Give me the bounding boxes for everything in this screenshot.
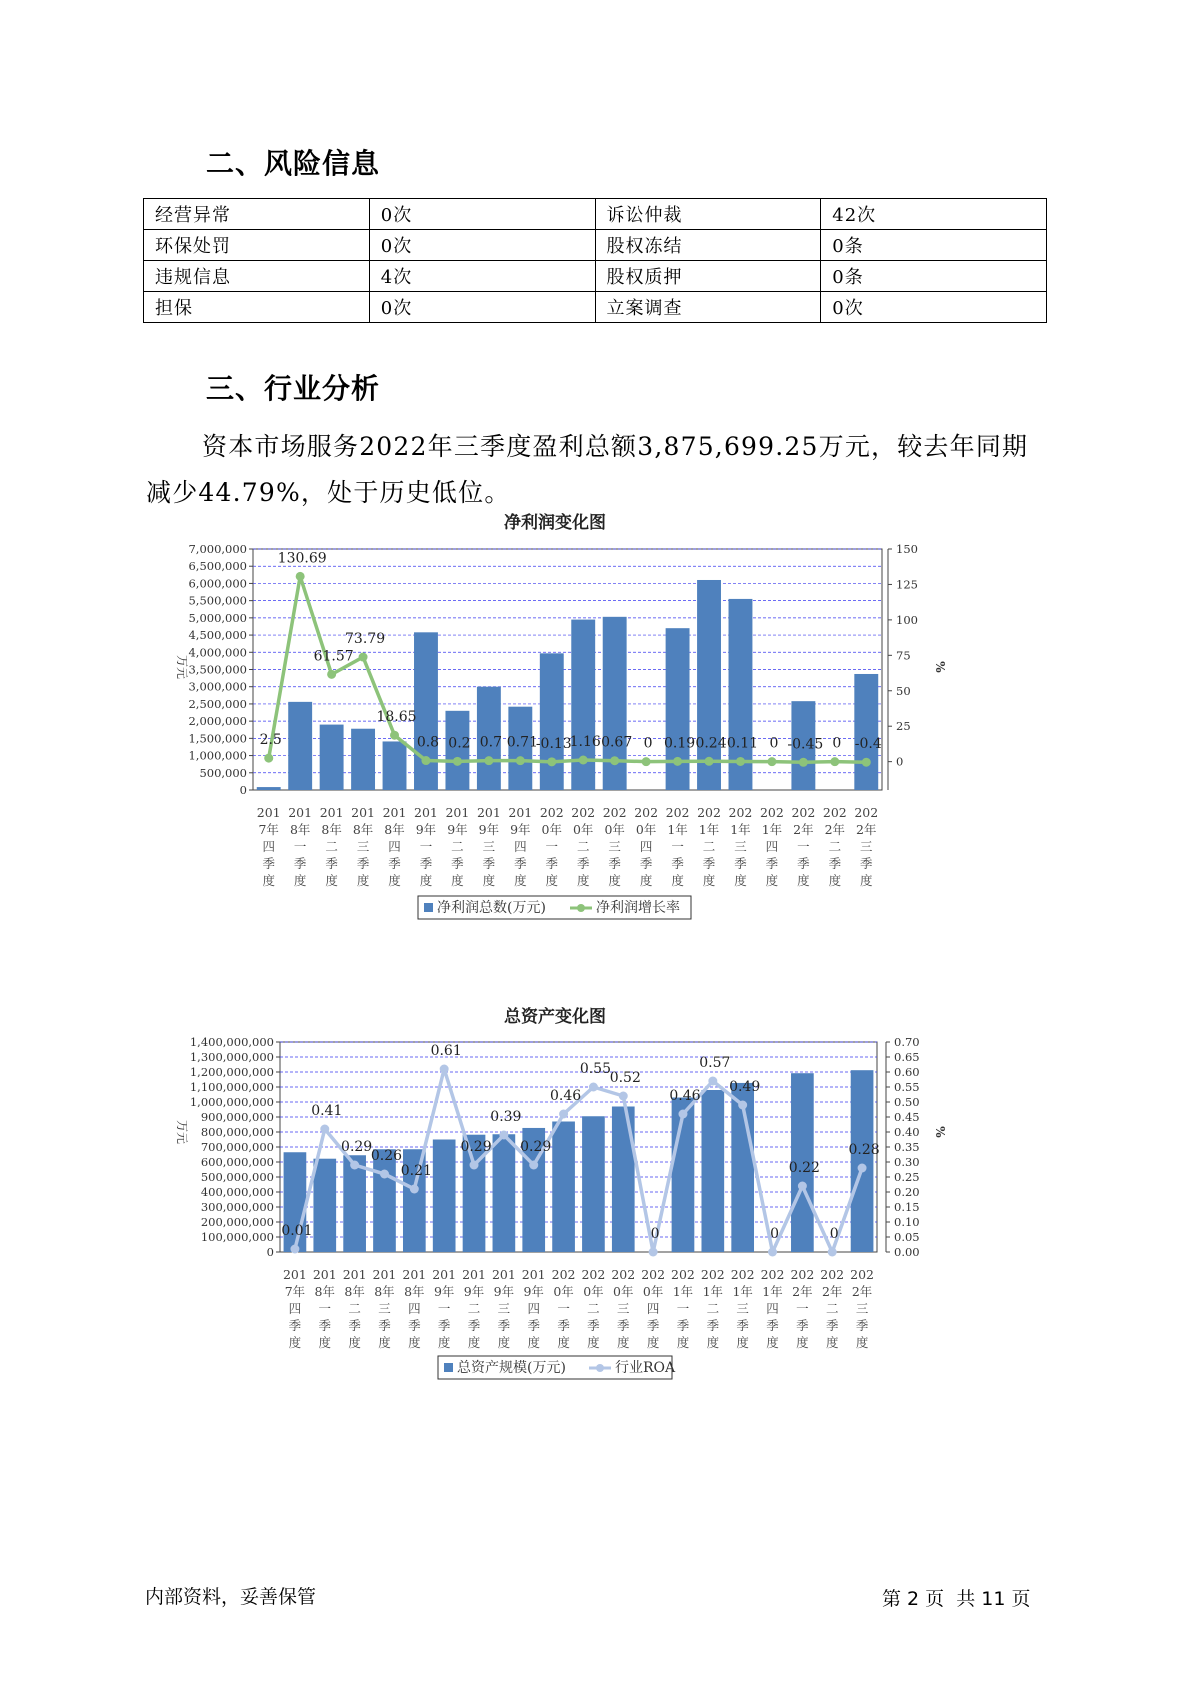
y-tick-label: 200,000,000: [200, 1215, 274, 1229]
y2-tick-label: 0.10: [894, 1215, 920, 1229]
y2-tick-label: 0.50: [894, 1095, 920, 1109]
y-tick-label: 500,000,000: [200, 1170, 274, 1184]
x-tick-label: 201 9年三季度: [491, 1267, 516, 1350]
data-label: 0.61: [430, 1043, 462, 1059]
y2-tick-label: 0.70: [894, 1035, 920, 1049]
x-tick-label: 202 1年二季度: [697, 805, 721, 888]
x-tick-label: 201 9年二季度: [462, 1267, 486, 1350]
data-label: 1.16: [569, 734, 601, 751]
risk-item-value: 4次: [369, 261, 595, 292]
x-tick-label: 202 0年二季度: [571, 805, 596, 888]
y2-tick-label: 100: [896, 612, 918, 627]
x-tick-label: 201 9年一季度: [432, 1267, 457, 1350]
risk-item-value: 0条: [821, 230, 1047, 261]
data-label: 0.24: [695, 735, 727, 752]
x-tick-label: 201 8年二季度: [342, 1267, 367, 1350]
y-tick-label: 2,500,000: [188, 696, 247, 711]
data-label: 0.29: [460, 1139, 492, 1155]
chart-title: 净利润变化图: [504, 513, 606, 533]
x-tick-label: 202 1年一季度: [665, 805, 690, 888]
legend-line-label: 净利润增长率: [596, 900, 680, 916]
data-label: 0.01: [281, 1223, 313, 1239]
legend-line-marker: [577, 904, 585, 912]
net-profit-chart: [170, 513, 1030, 1005]
data-label: 0.29: [520, 1139, 552, 1155]
line-point: [828, 1248, 837, 1257]
y-tick-label: 800,000,000: [200, 1125, 274, 1139]
y2-tick-label: 75: [896, 648, 911, 663]
bar: [351, 729, 375, 790]
legend-bar-swatch: [424, 903, 433, 912]
y2-axis-label: %: [933, 661, 947, 673]
data-label: -0.45: [787, 736, 824, 753]
risk-item-label: 股权质押: [595, 261, 821, 292]
line-point: [470, 1161, 479, 1170]
line-point: [705, 757, 714, 766]
y-tick-label: 300,000,000: [200, 1200, 274, 1214]
x-tick-label: 201 8年一季度: [312, 1267, 337, 1350]
risk-table-row: [144, 261, 1047, 292]
x-tick-label: 201 9年四季度: [521, 1267, 546, 1350]
data-label: 0.71: [506, 734, 538, 751]
total-assets-chart: [170, 1007, 1030, 1500]
y2-tick-label: 0.15: [894, 1200, 920, 1214]
line-point: [484, 756, 493, 765]
y-tick-label: 100,000,000: [200, 1230, 274, 1244]
y-tick-label: 400,000,000: [200, 1185, 274, 1199]
bar: [320, 725, 344, 790]
line-point: [390, 731, 399, 740]
y2-tick-label: 0.40: [894, 1125, 920, 1139]
line-point: [858, 1164, 867, 1173]
y-tick-label: 4,500,000: [188, 628, 247, 643]
y-tick-label: 1,300,000,000: [189, 1050, 274, 1064]
data-label: 0.46: [669, 1088, 701, 1104]
line-point: [421, 756, 430, 765]
footer-page-number: 第 2 页 共 11 页: [882, 1588, 1031, 1610]
y2-tick-label: 150: [896, 542, 918, 556]
x-tick-label: 202 2年三季度: [850, 1267, 875, 1350]
line-point: [559, 1110, 568, 1119]
x-tick-label: 201 8年三季度: [351, 805, 376, 888]
y-tick-label: 7,000,000: [188, 542, 247, 556]
line-point: [736, 757, 745, 766]
risk-item-label: 经营异常: [144, 199, 370, 230]
line-point: [708, 1077, 717, 1086]
data-label: 0.26: [370, 1148, 403, 1164]
y2-tick-label: 0.45: [894, 1110, 920, 1124]
risk-item-value: 0次: [369, 230, 595, 261]
data-label: 0: [769, 735, 779, 752]
risk-item-label: 诉讼仲裁: [595, 199, 821, 230]
bar: [701, 1090, 724, 1252]
risk-item-value: 0条: [821, 261, 1047, 292]
y-tick-label: 3,000,000: [188, 679, 247, 694]
y-tick-label: 600,000,000: [200, 1155, 274, 1169]
data-label: 0.29: [341, 1139, 373, 1155]
bar: [313, 1159, 336, 1252]
x-tick-label: 202 2年一季度: [790, 1267, 815, 1350]
y-tick-label: 700,000,000: [200, 1140, 274, 1154]
x-tick-label: 202 0年四季度: [634, 805, 659, 888]
line-point: [453, 757, 462, 766]
net-profit-chart-svg: [170, 513, 1030, 1005]
x-tick-label: 202 1年四季度: [759, 805, 784, 888]
risk-item-label: 股权冻结: [595, 230, 821, 261]
data-label: 0.39: [490, 1109, 522, 1125]
y-tick-label: 1,500,000: [188, 731, 247, 746]
data-label: 0.28: [848, 1142, 880, 1158]
data-label: 2.5: [259, 732, 282, 749]
line-point: [862, 758, 871, 767]
bar: [540, 653, 564, 790]
x-tick-label: 202 2年一季度: [791, 805, 816, 888]
data-label: 0.46: [549, 1088, 582, 1104]
data-label: 0.67: [601, 734, 633, 751]
y2-tick-label: 0: [896, 754, 904, 769]
footer-confidential-note: 内部资料，妥善保管: [145, 1586, 317, 1608]
x-tick-label: 202 1年一季度: [671, 1267, 695, 1350]
risk-section-title: 二、风险信息: [206, 147, 381, 180]
data-label: 0: [829, 1226, 839, 1242]
line-point: [296, 572, 305, 581]
y2-tick-label: 0.25: [894, 1170, 920, 1184]
line-point: [649, 1248, 658, 1257]
line-point: [830, 757, 839, 766]
data-label: 0.21: [400, 1163, 432, 1179]
data-label: 0.7: [479, 734, 503, 751]
y2-tick-label: 0.05: [894, 1230, 920, 1244]
bar: [433, 1140, 456, 1253]
line-point: [327, 670, 336, 679]
y2-tick-label: 0.35: [894, 1140, 920, 1154]
y2-tick-label: 0.60: [894, 1065, 920, 1079]
y-tick-label: 6,500,000: [188, 559, 247, 574]
total-assets-chart-svg: [170, 1007, 1030, 1500]
y-axis-label: 万元: [175, 1119, 189, 1145]
data-label: 0: [832, 735, 842, 752]
y2-tick-label: 0.55: [894, 1080, 920, 1094]
x-tick-label: 202 0年四季度: [641, 1267, 666, 1350]
y-tick-label: 4,000,000: [188, 645, 247, 660]
data-label: -0.13: [535, 735, 572, 752]
x-tick-label: 201 9年三季度: [476, 805, 501, 888]
bar: [854, 674, 878, 790]
y-tick-label: 1,400,000,000: [189, 1035, 274, 1049]
line-point: [380, 1170, 389, 1179]
risk-item-label: 立案调查: [595, 292, 821, 323]
x-tick-label: 201 7年四季度: [256, 805, 281, 888]
y-tick-label: 900,000,000: [200, 1110, 274, 1124]
y-tick-label: 3,500,000: [188, 662, 247, 677]
data-label: 0.41: [311, 1103, 343, 1119]
data-label: 0.19: [663, 735, 696, 752]
line-point: [799, 758, 808, 767]
bar: [257, 787, 281, 790]
x-tick-label: 201 8年四季度: [402, 1267, 427, 1350]
y-tick-label: 1,100,000,000: [189, 1080, 274, 1094]
x-tick-label: 202 1年三季度: [730, 1267, 755, 1350]
data-label: 0.22: [788, 1160, 820, 1176]
x-tick-label: 201 9年二季度: [445, 805, 470, 888]
bar: [288, 702, 312, 790]
x-tick-label: 202 1年四季度: [760, 1267, 785, 1350]
x-tick-label: 201 9年四季度: [508, 805, 533, 888]
bar: [343, 1155, 366, 1252]
line-point: [798, 1182, 807, 1191]
plot-area: [253, 549, 882, 790]
data-label: 0.2: [448, 735, 471, 752]
y2-tick-label: 125: [896, 577, 918, 592]
x-tick-label: 202 2年二季度: [820, 1267, 845, 1350]
legend-bar-label: 总资产规模(万元): [457, 1360, 566, 1376]
line-point: [579, 756, 588, 765]
y-tick-label: 2,000,000: [188, 714, 247, 729]
line-point: [499, 1131, 508, 1140]
line-point: [264, 754, 273, 763]
bar: [851, 1070, 874, 1252]
data-label: 0: [770, 1226, 779, 1242]
line-point: [642, 757, 651, 766]
y2-axis-label: %: [933, 1126, 947, 1138]
y-tick-label: 1,000,000,000: [189, 1095, 274, 1109]
x-tick-label: 202 0年三季度: [602, 805, 627, 888]
y-tick-label: 0: [266, 1245, 274, 1259]
risk-table-row: [144, 230, 1047, 261]
line-point: [350, 1161, 359, 1170]
line-point: [359, 653, 368, 662]
x-tick-label: 202 1年三季度: [728, 805, 753, 888]
bar: [582, 1116, 605, 1252]
risk-item-label: 环保处罚: [144, 230, 370, 261]
risk-item-value: 0次: [369, 199, 595, 230]
bar: [373, 1149, 396, 1252]
y2-tick-label: 25: [896, 719, 911, 734]
data-label: 0.55: [579, 1061, 612, 1077]
bar: [383, 741, 407, 790]
line-point: [610, 756, 619, 765]
x-tick-label: 202 0年一季度: [551, 1267, 576, 1350]
bar: [552, 1122, 575, 1253]
x-tick-label: 201 8年一季度: [288, 805, 313, 888]
bar: [493, 1134, 516, 1252]
y2-tick-label: 0.30: [894, 1155, 920, 1169]
industry-section-title: 三、行业分析: [206, 372, 381, 405]
line-point: [529, 1161, 538, 1170]
y-tick-label: 500,000: [199, 765, 247, 780]
line-point: [767, 757, 776, 766]
line-point: [768, 1248, 777, 1257]
y2-tick-label: 50: [896, 683, 911, 698]
y-tick-label: 1,200,000,000: [189, 1065, 274, 1079]
x-tick-label: 201 8年四季度: [382, 805, 407, 888]
data-label: 73.79: [345, 631, 386, 648]
y-tick-label: 1,000,000: [188, 748, 247, 763]
data-label: 61.57: [313, 648, 354, 665]
legend-line-label: 行业ROA: [615, 1360, 676, 1376]
x-tick-label: 201 8年二季度: [319, 805, 344, 888]
y-tick-label: 5,500,000: [188, 593, 247, 608]
y-tick-label: 5,000,000: [188, 610, 247, 625]
risk-item-label: 担保: [144, 292, 370, 323]
legend-bar-label: 净利润总数(万元): [437, 900, 546, 916]
x-tick-label: 201 9年一季度: [414, 805, 438, 888]
x-tick-label: 202 0年三季度: [611, 1267, 636, 1350]
industry-paragraph: 资本市场服务2022年三季度盈利总额3,875,699.25万元，较去年同期减少44.79%，处于历史低位。: [146, 432, 1029, 507]
x-tick-label: 202 2年二季度: [822, 805, 847, 888]
data-label: 0.57: [699, 1055, 731, 1071]
line-point: [673, 757, 682, 766]
line-point: [320, 1125, 329, 1134]
line-point: [290, 1245, 299, 1254]
data-label: 18.65: [376, 709, 417, 726]
x-tick-label: 201 7年四季度: [282, 1267, 307, 1350]
y-axis-label: 万元: [175, 654, 189, 680]
risk-item-value: 42次: [821, 199, 1047, 230]
x-tick-label: 202 0年二季度: [581, 1267, 606, 1350]
data-label: -0.4: [854, 736, 882, 753]
line-point: [678, 1110, 687, 1119]
y2-tick-label: 0.20: [894, 1185, 920, 1199]
line-point: [516, 756, 525, 765]
data-label: 0.49: [729, 1079, 761, 1095]
risk-table-row: [144, 292, 1047, 323]
line-point: [619, 1092, 628, 1101]
line-point: [589, 1083, 598, 1092]
bar: [414, 632, 438, 790]
risk-item-value: 0次: [369, 292, 595, 323]
x-tick-label: 201 8年三季度: [372, 1267, 397, 1350]
data-label: 130.69: [277, 550, 327, 567]
risk-table: [143, 198, 1047, 323]
data-label: 0: [650, 1226, 660, 1242]
line-point: [738, 1101, 747, 1110]
x-tick-label: 202 0年一季度: [539, 805, 564, 888]
y-tick-label: 6,000,000: [188, 576, 247, 591]
chart-title: 总资产变化图: [504, 1007, 606, 1027]
x-tick-label: 202 2年三季度: [854, 805, 879, 888]
data-label: 0: [643, 735, 653, 752]
x-tick-label: 202 1年二季度: [700, 1267, 725, 1350]
y-tick-label: 0: [239, 783, 247, 797]
line-point: [440, 1065, 449, 1074]
legend-bar-swatch: [444, 1363, 453, 1372]
y2-tick-label: 0.00: [894, 1245, 920, 1259]
y2-tick-label: 0.65: [894, 1050, 920, 1064]
data-label: 0.8: [416, 734, 440, 751]
risk-table-row: [144, 199, 1047, 230]
risk-item-label: 违规信息: [144, 261, 370, 292]
data-label: 0.52: [609, 1070, 641, 1086]
risk-item-value: 0次: [821, 292, 1047, 323]
data-label: 0.11: [726, 735, 759, 752]
legend-line-marker: [596, 1364, 604, 1372]
line-point: [547, 757, 556, 766]
line-point: [410, 1185, 419, 1194]
